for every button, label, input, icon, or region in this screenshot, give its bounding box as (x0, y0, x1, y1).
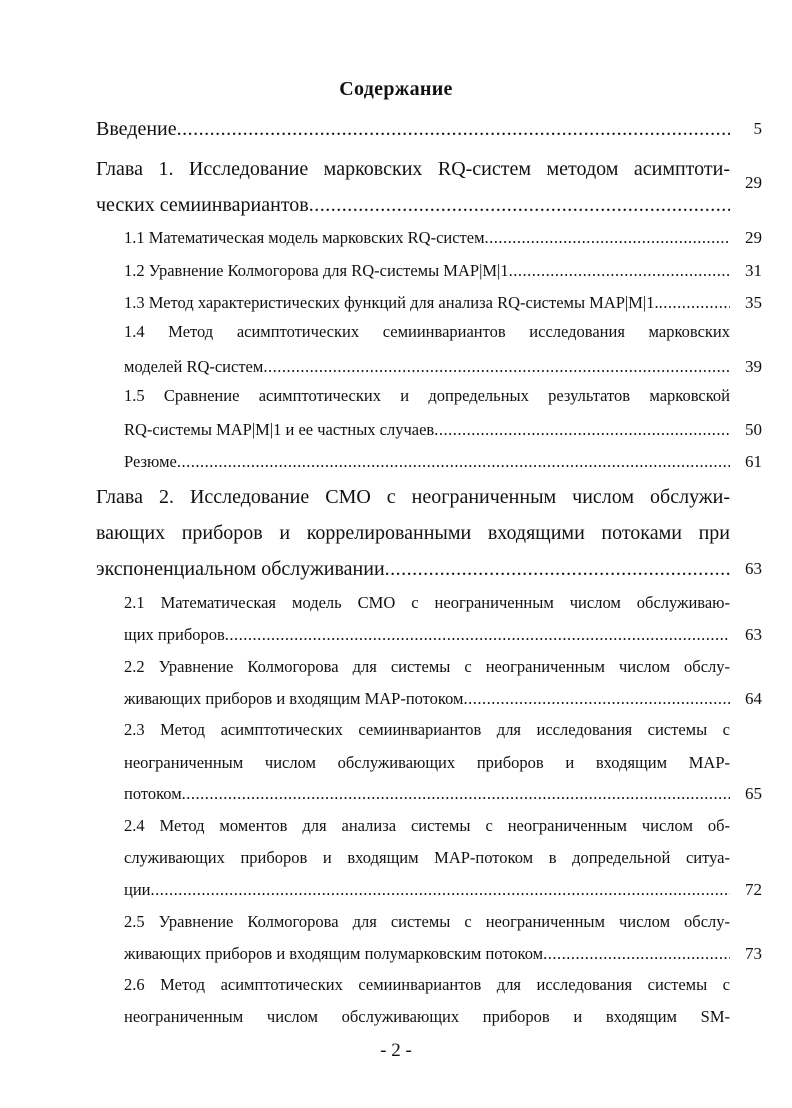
toc-entry-text: моделей RQ-систем (124, 357, 264, 376)
dot-leader (463, 687, 730, 711)
toc-page-number: 63 (745, 559, 762, 578)
toc-entry-line: 2.6 Метод асимптотических семиинвариантов для исследования системы с (124, 975, 730, 994)
toc-entry-line: неограниченным числом обслуживающих приборов и входящим MAP- (124, 753, 730, 772)
toc-entry-text: щих приборов (124, 625, 225, 644)
toc-page-number: 73 (745, 944, 762, 963)
toc-entry-line (124, 226, 730, 250)
toc-entry-line (96, 557, 730, 581)
dot-leader (309, 193, 730, 217)
toc-entry-line: 2.2 Уравнение Колмогорова для системы с неограниченным числом обслу- (124, 657, 730, 676)
toc-entry-line (124, 418, 730, 442)
toc-entry-line: 1.5 Сравнение асимптотических и допредельных результатов марковской (124, 386, 730, 405)
toc-entry-line (124, 942, 730, 966)
toc-entry-text: 1.1 Математическая модель марковских RQ-систем (124, 228, 485, 247)
toc-page-number: 64 (745, 689, 762, 708)
toc-page-number: 31 (745, 261, 762, 280)
toc-page-number: 65 (745, 784, 762, 803)
toc-entry-text: Резюме (124, 452, 177, 471)
toc-page-number: 29 (745, 173, 762, 192)
toc-entry-line: неограниченным числом обслуживающих приборов и входящим SM- (124, 1007, 730, 1026)
toc-entry-text: ции (124, 880, 151, 899)
toc-entry-line (124, 291, 730, 315)
toc-page-number: 35 (745, 293, 762, 312)
toc-entry-line (96, 193, 730, 217)
toc-page-number: 61 (745, 452, 762, 471)
toc-page-number: 72 (745, 880, 762, 899)
toc-page-number: 50 (745, 420, 762, 439)
toc-entry-line: Глава 1. Исследование марковских RQ-систем методом асимптоти- (96, 158, 730, 180)
page-title: Содержание (339, 78, 453, 100)
toc-entry-text: потоком (124, 784, 182, 803)
toc-entry-line (124, 355, 730, 379)
toc-entry-line (124, 259, 730, 283)
dot-leader (385, 557, 730, 581)
dot-leader (177, 117, 730, 141)
toc-entry-line: 1.4 Метод асимптотических семиинвариантов исследования марковских (124, 322, 730, 341)
dot-leader (151, 878, 731, 902)
page-number-footer: - 2 - (380, 1040, 412, 1061)
dot-leader (177, 450, 730, 474)
dot-leader (434, 418, 730, 442)
toc-entry-line: 2.5 Уравнение Колмогорова для системы с неограниченным числом обслу- (124, 912, 730, 931)
toc-entry-text: живающих приборов и входящим полумарковским потоком (124, 944, 544, 963)
toc-entry-line (124, 450, 730, 474)
toc-entry-line: Глава 2. Исследование СМО с неограниченным числом обслужи- (96, 486, 730, 508)
toc-page-number: 63 (745, 625, 762, 644)
toc-entry-text: RQ-системы MAP|M|1 и ее частных случаев (124, 420, 435, 439)
toc-entry-text: 1.3 Метод характеристических функций для анализа RQ-системы MAP|M|1. (124, 293, 659, 312)
toc-page-number: 5 (753, 119, 762, 138)
toc-entry-line (124, 687, 730, 711)
dot-leader (263, 355, 730, 379)
toc-entry-line: 2.3 Метод асимптотических семиинвариантов для исследования системы с (124, 720, 730, 739)
toc-entry-line (124, 878, 730, 902)
toc-entry-line: 2.4 Метод моментов для анализа системы с неограниченным числом об- (124, 816, 730, 835)
dot-leader (509, 259, 730, 283)
toc-page-number: 39 (745, 357, 762, 376)
dot-leader (543, 942, 730, 966)
toc-entry-text: экспоненциальном обслуживании (96, 558, 385, 580)
toc-entry-line: 2.1 Математическая модель СМО с неограниченным числом обслуживаю- (124, 593, 730, 612)
toc-entry-line (124, 623, 730, 647)
toc-page-number: 29 (745, 228, 762, 247)
dot-leader (659, 291, 730, 315)
toc-entry-text: Введение (96, 118, 177, 140)
toc-entry-line: вающих приборов и коррелированными входящими потоками при (96, 522, 730, 544)
toc-entry-line (124, 782, 730, 806)
dot-leader (182, 782, 730, 806)
toc-entry-text: живающих приборов и входящим MAP-потоком (124, 689, 464, 708)
dot-leader (225, 623, 730, 647)
dot-leader (485, 226, 730, 250)
toc-entry-text: 1.2 Уравнение Колмогорова для RQ-системы MAP|M|1 (124, 261, 509, 280)
toc-entry-line: служивающих приборов и входящим MAP-потоком в допредельной ситуа- (124, 848, 730, 867)
toc-entry-line (96, 117, 730, 141)
toc-entry-text: ческих семиинвариантов (96, 194, 309, 216)
